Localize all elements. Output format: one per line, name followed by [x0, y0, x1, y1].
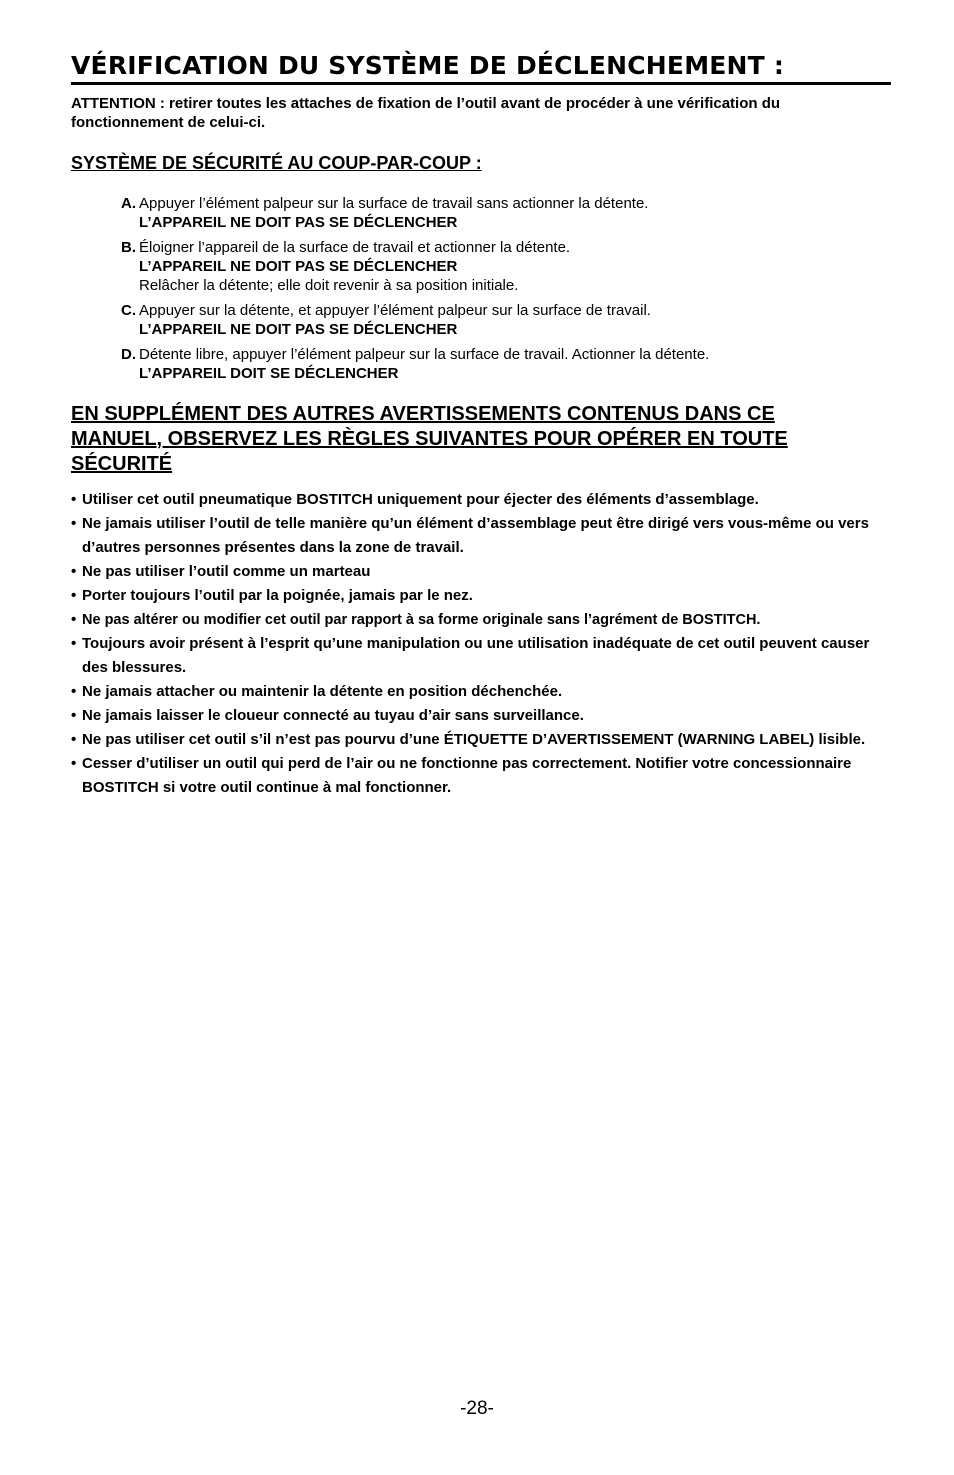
step-c [121, 301, 881, 339]
page-number: -28- [460, 1398, 494, 1419]
bullet-icon: • [71, 587, 77, 604]
rule-text: Utiliser cet outil pneumatique BOSTITCH uniquement pour éjecter des éléments d’assemblage. [82, 491, 759, 508]
list-item [71, 704, 871, 728]
bullet-icon: • [71, 611, 77, 628]
step-expected-result: L’APPAREIL NE DOIT PAS SE DÉCLENCHER [139, 258, 458, 275]
section-heading-single-shot: SYSTÈME DE SÉCURITÉ AU COUP-PAR-COUP : [71, 153, 482, 173]
step-letter: B. [121, 239, 136, 256]
bullet-icon: • [71, 635, 77, 652]
step-a [121, 194, 881, 232]
step-instruction: Appuyer l’élément palpeur sur la surface de travail sans actionner la détente. [139, 195, 649, 212]
bullet-icon: • [71, 491, 77, 508]
step-letter: C. [121, 302, 136, 319]
step-body [139, 345, 881, 383]
list-item [71, 560, 871, 584]
step-d [121, 345, 881, 383]
list-item [71, 512, 871, 560]
bullet-icon: • [71, 683, 77, 700]
step-expected-result: L’APPAREIL NE DOIT PAS SE DÉCLENCHER [139, 214, 458, 231]
rule-text: Ne pas utiliser l’outil comme un marteau [82, 563, 371, 580]
rule-text: Toujours avoir présent à l’esprit qu’une manipulation ou une utilisation inadéquate de cet outil peuvent causer des blessures. [82, 635, 870, 676]
list-item [71, 488, 871, 512]
list-item [71, 728, 871, 752]
section-heading-safety-rules: EN SUPPLÉMENT DES AUTRES AVERTISSEMENTS CONTENUS DANS CE MANUEL, OBSERVEZ LES RÈGLES SUIVANTES POUR OPÉRER EN TOUTE SÉCURITÉ [71, 403, 788, 475]
step-body [139, 301, 881, 339]
step-expected-result: L’APPAREIL NE DOIT PAS SE DÉCLENCHER [139, 321, 458, 338]
bullet-icon: • [71, 755, 77, 772]
step-letter: D. [121, 346, 136, 363]
step-body [139, 238, 881, 295]
rule-text: Ne pas altérer ou modifier cet outil par rapport à sa forme originale sans l’agrément de BOSTITCH. [82, 612, 761, 628]
step-b [121, 238, 881, 295]
bullet-icon: • [71, 563, 77, 580]
trigger-check-steps [121, 194, 881, 389]
attention-notice: ATTENTION : retirer toutes les attaches de fixation de l’outil avant de procéder à une vérification du fonctionnement de celui-ci. [71, 95, 781, 131]
bullet-icon: • [71, 707, 77, 724]
step-instruction: Éloigner l’appareil de la surface de travail et actionner la détente. [139, 239, 571, 256]
list-item [71, 680, 871, 704]
rule-text: Porter toujours l’outil par la poignée, jamais par le nez. [82, 587, 473, 604]
rule-text: Ne jamais utiliser l’outil de telle manière qu’un élément d’assemblage peut être dirigé vers vous-même ou vers d’autres personnes présentes dans la zone de travail. [82, 515, 869, 556]
rule-text: Ne jamais laisser le cloueur connecté au tuyau d’air sans surveillance. [82, 707, 584, 724]
step-instruction: Appuyer sur la détente, et appuyer l’élément palpeur sur la surface de travail. [139, 302, 651, 319]
step-letter: A. [121, 195, 136, 212]
safety-rules-list [71, 488, 871, 800]
step-expected-result: L’APPAREIL DOIT SE DÉCLENCHER [139, 365, 399, 382]
rule-text: Cesser d’utiliser un outil qui perd de l’air ou ne fonctionne pas correctement. Notifier votre concessionnaire BOSTITCH si votre outil continue à mal fonctionner. [82, 755, 852, 796]
bullet-icon: • [71, 515, 77, 532]
step-note: Relâcher la détente; elle doit revenir à sa position initiale. [139, 277, 519, 294]
list-item [71, 608, 871, 632]
rule-text: Ne pas utiliser cet outil s’il n’est pas pourvu d’une ÉTIQUETTE D’AVERTISSEMENT (WARNING LABEL) lisible. [82, 731, 866, 748]
step-body [139, 194, 881, 232]
list-item [71, 632, 871, 680]
list-item [71, 752, 871, 800]
rule-text: Ne jamais attacher ou maintenir la détente en position déchenchée. [82, 683, 563, 700]
title-underline-rule [71, 82, 891, 85]
list-item [71, 584, 871, 608]
bullet-icon: • [71, 731, 77, 748]
step-instruction: Détente libre, appuyer l’élément palpeur sur la surface de travail. Actionner la détente. [139, 346, 710, 363]
page-title: VÉRIFICATION DU SYSTÈME DE DÉCLENCHEMENT : [71, 51, 785, 80]
